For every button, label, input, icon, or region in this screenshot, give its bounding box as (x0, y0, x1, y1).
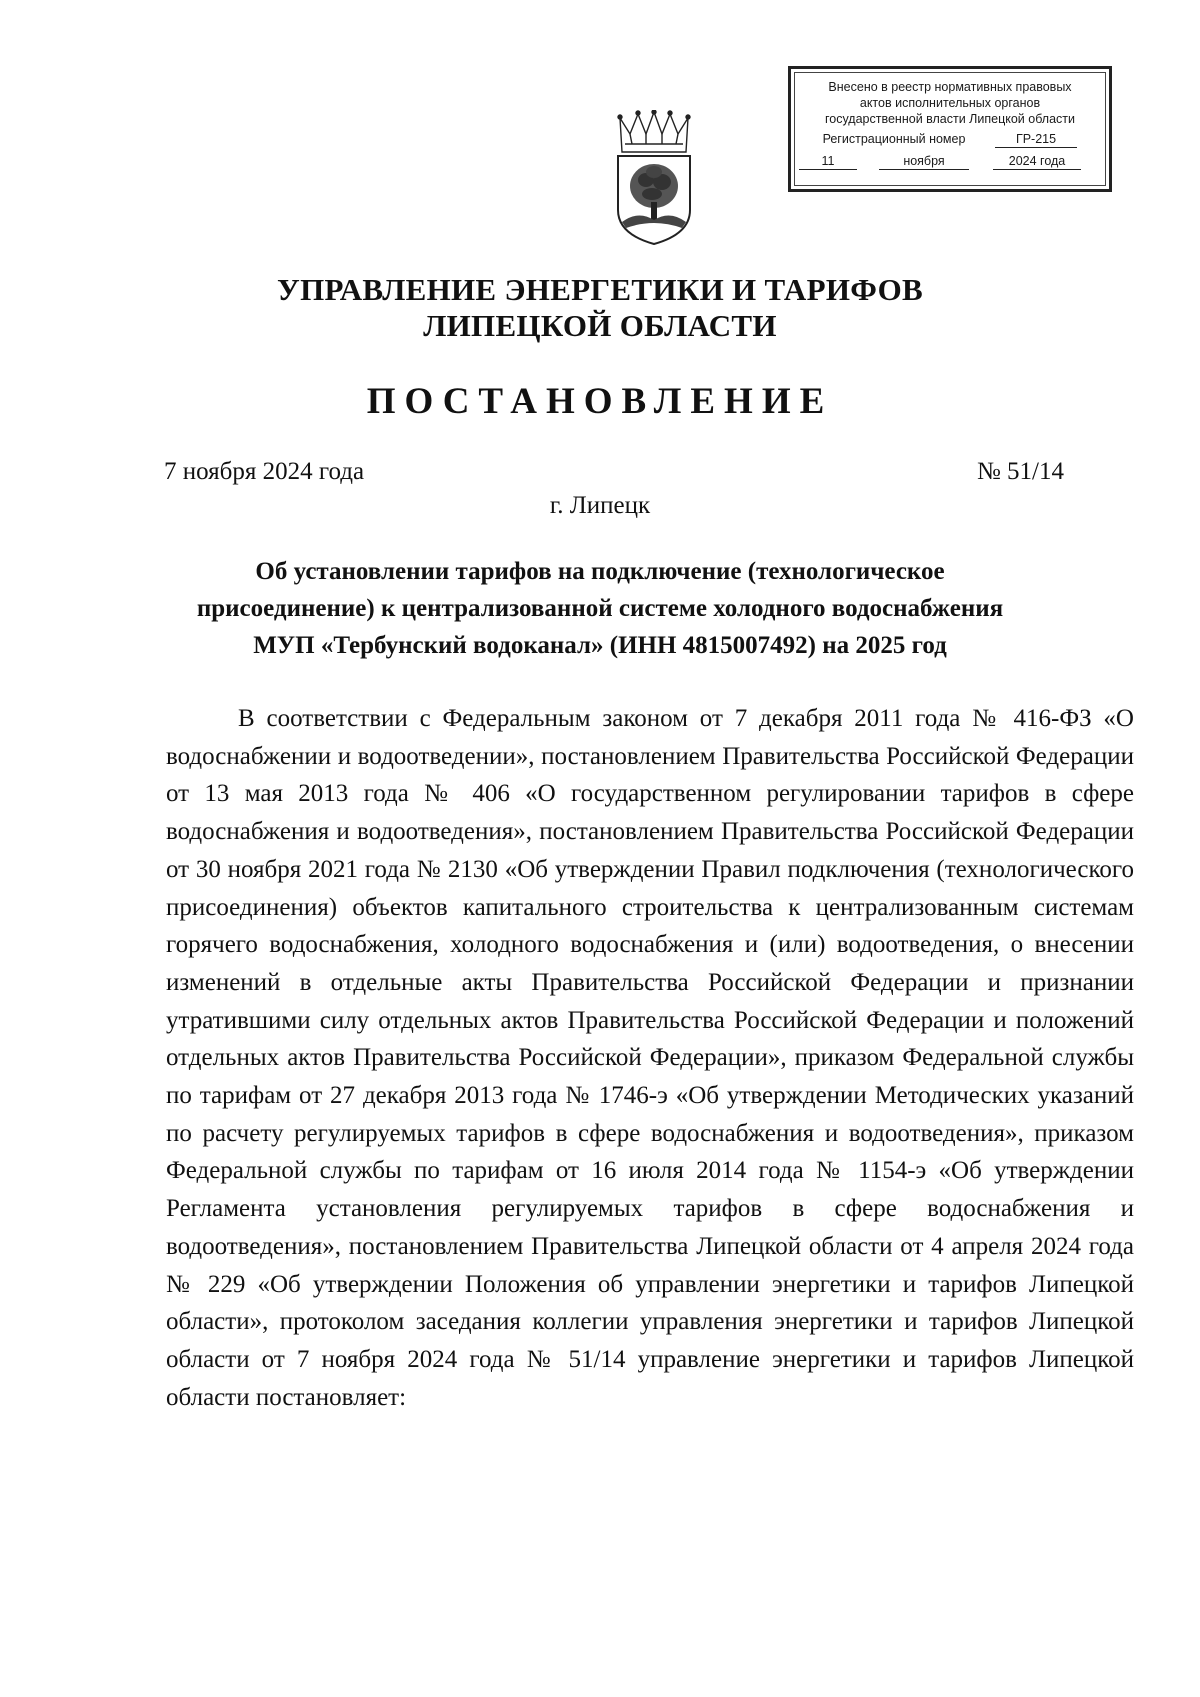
document-title (140, 553, 1060, 664)
document-number: № 51/14 (976, 458, 1064, 485)
stamp-registration-row (795, 131, 1105, 149)
stamp-registration-label: Регистрационный номер (822, 132, 966, 146)
registry-stamp (788, 66, 1112, 192)
document-title-line-1: Об установлении тарифов на подключение (технологическое (255, 558, 945, 585)
stamp-month: ноября (879, 153, 969, 170)
document-city: г. Липецк (549, 492, 651, 519)
document-title-line-3: МУП «Тербунский водоканал» (ИНН 4815007492) на 2025 год (253, 632, 947, 659)
stamp-day: 11 (799, 153, 857, 170)
stamp-date-row (795, 153, 1105, 171)
stamp-registration-number: ГР-215 (995, 131, 1077, 148)
stamp-line-3: государственной власти Липецкой области (824, 112, 1076, 126)
document-title-line-2: присоединение) к централизованной системе холодного водоснабжения (196, 595, 1004, 622)
preamble-paragraph: В соответствии с Федеральным законом от 7 декабря 2011 года № 416-ФЗ «О водоснабжении и водоотведении», постановлением Правительства Российской Федерации от 13 мая 2013 года № 406 «О государственном регулировании тарифов в сфере водоснабжения и водоотведения», постановлением Правительства Российской Федерации от 30 ноября 2021 года № 2130 «Об утверждении Правил подключения (технологического присоединения) объектов капитального строительства к централизованным системам горячего водоснабжения, холодного водоснабжения и (или) водоотведения, о внесении изменений в отдельные акты Правительства Российской Федерации и признании утратившими силу отдельных актов Правительства Российской Федерации и положений отдельных актов Правительства Российской Федерации», приказом Федеральной службы по тарифам от 27 декабря 2013 года № 1746-э «Об утверждении Методических указаний по расчету регулируемых тарифов в сфере водоснабжения и водоотведения», приказом Федеральной службы по тарифам от 16 июля 2014 года № 1154-э «Об утверждении Регламента установления регулируемых тарифов в сфере водоснабжения и водоотведения», постановлением Правительства Липецкой области от 4 апреля 2024 года № 229 «Об утверждении Положения об управлении энергетики и тарифов Липецкой области», протоколом заседания коллегии управления энергетики и тарифов Липецкой области от 7 ноября 2024 года № 51/14 управление энергетики и тарифов Липецкой области постановляет: (166, 705, 1134, 1411)
coat-of-arms-graphic (612, 110, 696, 246)
tree-icon (630, 164, 678, 220)
document-type-heading: ПОСТАНОВЛЕНИЕ (366, 381, 834, 422)
stamp-line-1: Внесено в реестр нормативных правовых (828, 80, 1072, 94)
document-date: 7 ноября 2024 года (164, 458, 365, 485)
organization-name-line-1: УПРАВЛЕНИЕ ЭНЕРГЕТИКИ И ТАРИФОВ (277, 272, 923, 307)
coat-of-arms-icon (612, 110, 696, 246)
stamp-year: 2024 года (993, 153, 1081, 170)
registry-stamp-text (795, 73, 1105, 127)
organization-name-line-2: ЛИПЕЦКОЙ ОБЛАСТИ (423, 308, 777, 343)
stamp-line-2: актов исполнительных органов (859, 96, 1041, 110)
registry-stamp-inner-frame (794, 72, 1106, 186)
crown-icon (618, 110, 690, 152)
